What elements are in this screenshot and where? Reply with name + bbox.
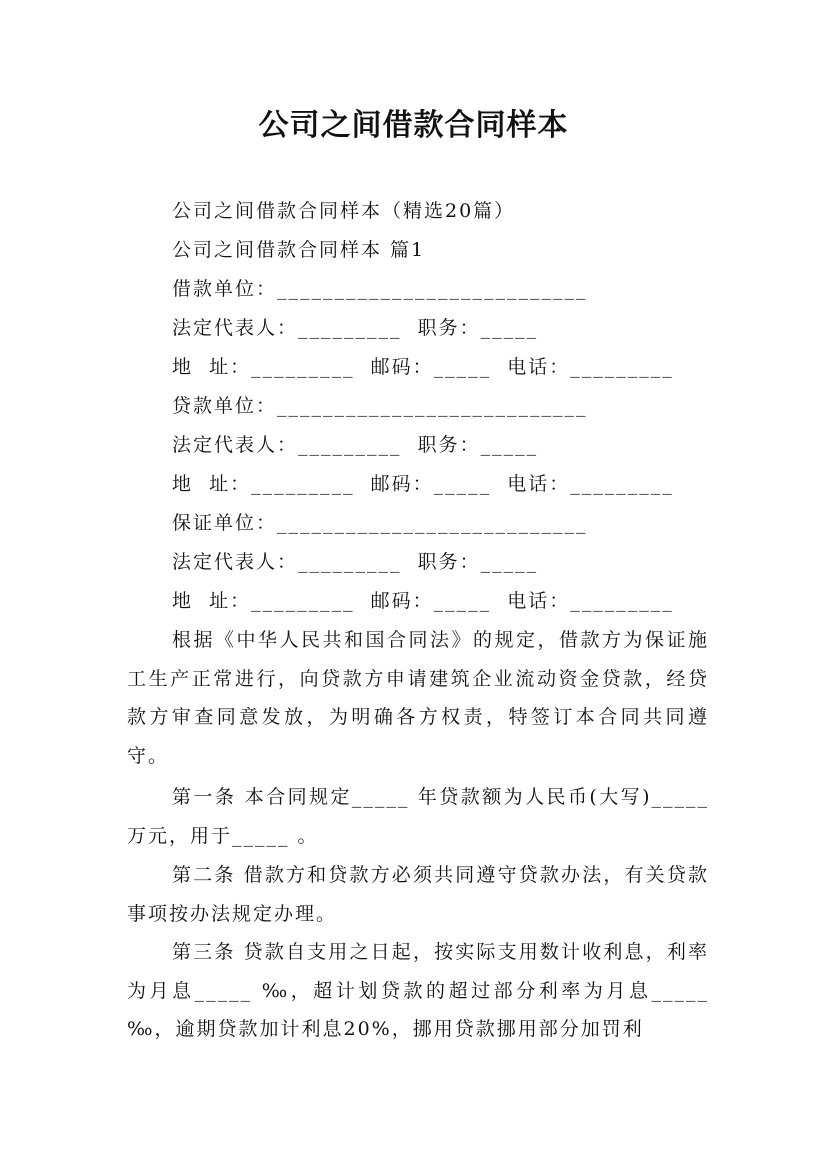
- lender-unit-field: 贷款单位：___________________________: [172, 395, 588, 417]
- document-title: 公司之间借款合同样本: [258, 108, 569, 143]
- intro-paragraph: 根据《中华人民共和国合同法》的规定，借款方为保证施工生产正常进行，向贷款方申请建筑企业流动资金贷款，经贷款方审查同意发放，为明确各方权责，特签订本合同共同遵守。: [127, 629, 709, 767]
- lender-address-field: 地 址：_________ 邮码：_____ 电话：_________: [172, 473, 674, 495]
- lender-rep-field: 法定代表人：_________ 职务：_____: [172, 434, 539, 456]
- guarantor-unit-field: 保证单位：___________________________: [172, 512, 588, 534]
- article-3-paragraph: 第三条 贷款自支用之日起，按实际支用数计收利息，利率为月息_____ ‰，超计划贷款的超过部分利率为月息_____ ‰，逾期贷款加计利息20%，挪用贷款挪用部分加罚利: [127, 941, 718, 1041]
- guarantor-address-field: 地 址：_________ 邮码：_____ 电话：_________: [172, 590, 674, 612]
- borrower-address-field: 地 址：_________ 邮码：_____ 电话：_________: [172, 356, 674, 378]
- borrower-unit-field: 借款单位：___________________________: [172, 278, 588, 300]
- document-subtitle: 公司之间借款合同样本（精选20篇）: [172, 200, 516, 222]
- section-heading: 公司之间借款合同样本 篇1: [172, 239, 426, 261]
- article-1-paragraph: 第一条 本合同规定_____ 年贷款额为人民币(大写)_____万元，用于_____ 。: [127, 786, 709, 847]
- article-2-paragraph: 第二条 借款方和贷款方必须共同遵守贷款办法，有关贷款事项按办法规定办理。: [127, 864, 709, 925]
- guarantor-rep-field: 法定代表人：_________ 职务：_____: [172, 551, 539, 573]
- borrower-rep-field: 法定代表人：_________ 职务：_____: [172, 317, 539, 339]
